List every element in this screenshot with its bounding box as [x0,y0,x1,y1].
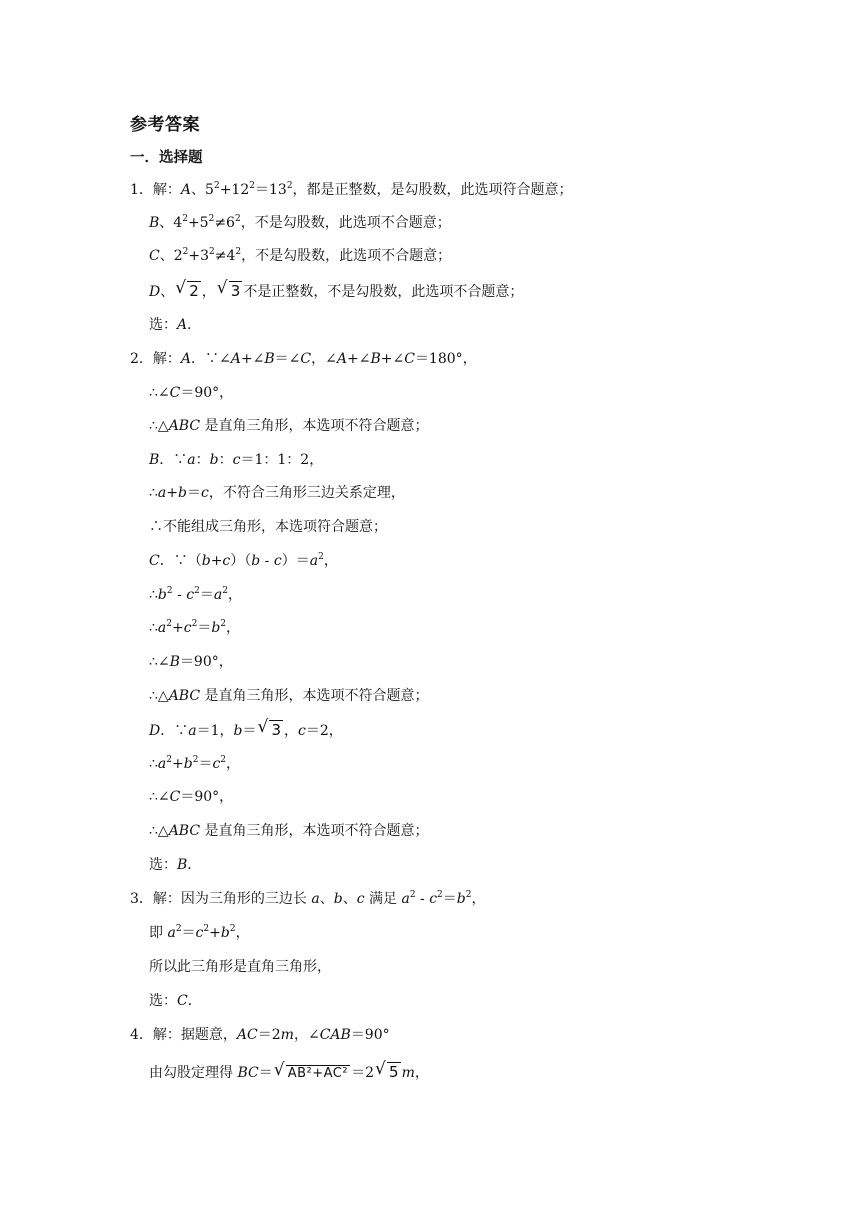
q2-line-9: $\therefore a^2+c^2=b^2$， [149,619,241,636]
page-title: 参考答案 [130,115,200,135]
q1-answer: 选：A． [149,317,202,333]
q4-line-2: 由勾股定理得 BC＝ √ AB²+AC² ＝2 √ 5 m， [149,1062,429,1084]
q2-line-13: $\therefore a^2+b^2=c^2$， [149,755,241,772]
q2-line-7: C．∵（b+c）（b - $c)=a^2$， [149,552,338,569]
q1-line-c: C、$2^2+3^2\ne 4^2$，不是勾股数，此选项不合题意； [149,247,452,264]
q4-line-1: 4．解：据题意，AC＝2m，∠CAB＝90° [130,1027,390,1043]
q2-line-4: B．∵a：b：c＝1：1：2， [149,452,324,468]
q2-line-2: ∴∠C＝90°， [149,385,234,401]
sqrt-symbol: √ 3 [257,717,282,739]
q2-line-3: ∴△ABC 是直角三角形，本选项不符合题意； [149,418,429,434]
q3-line-1: 3．解：因为三角形的三边长 a、b、c 满足 $a^2 - c^2=b^2$， [130,890,486,907]
q1-line-a: 1．解：A、$5^2+12^2=13^2$，都是正整数，是勾股数，此选项符合题意； [130,181,573,198]
q2-line-11: ∴△ABC 是直角三角形，本选项不符合题意； [149,688,429,704]
section-heading: 一．选择题 [130,150,203,166]
q3-line-2: 即 $a^2=c^2+b^2$， [149,924,250,941]
q2-line-5: ∴a+b＝c，不符合三角形三边关系定理， [149,485,405,501]
q2-answer: 选：B． [149,857,202,873]
sqrt-symbol: √ 2 [175,278,199,300]
sqrt-symbol: √ AB²+AC² [273,1060,349,1081]
q2-line-8: $\therefore b^2 - c^2=a^2$， [149,586,242,603]
q2-line-6: ∴不能组成三角形，本选项符合题意； [149,519,387,535]
q2-line-14: ∴∠C＝90°， [149,789,234,805]
q1-line-b: B、$4^2+5^2\ne 6^2$，不是勾股数，此选项不合题意； [149,214,451,231]
sqrt-symbol: √ 5 [375,1059,399,1081]
q3-line-3: 所以此三角形是直角三角形， [149,959,331,975]
q1-line-d: D、 √ 2 ， √ 3 不是正整数，不是勾股数，此选项不合题意； [149,278,524,300]
q3-answer: 选：C． [149,993,202,1009]
q2-line-10: ∴∠B＝90°， [149,654,233,670]
q2-line-12: D．∵a＝1，b＝ √ 3 ，c＝2， [149,717,343,739]
sqrt-symbol: √ 3 [216,278,241,300]
q2-line-1: 2．解：A．∵∠A+∠B＝∠C，∠A+∠B+∠C＝180°， [130,351,477,367]
q2-line-15: ∴△ABC 是直角三角形，本选项不符合题意； [149,823,429,839]
